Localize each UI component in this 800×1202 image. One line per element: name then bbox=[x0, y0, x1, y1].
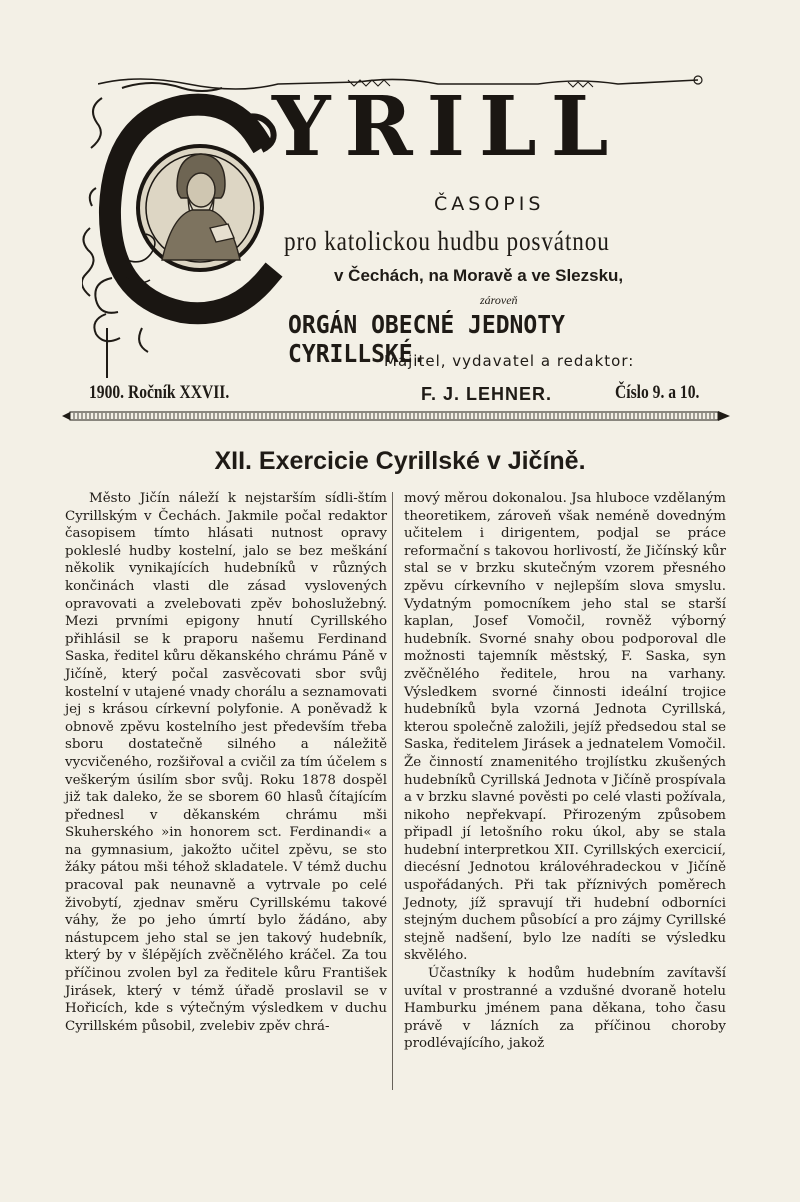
masthead-subtitle: ČASOPIS bbox=[434, 193, 545, 215]
masthead-also: zároveň bbox=[480, 293, 518, 307]
masthead bbox=[62, 60, 742, 420]
article-column-right bbox=[404, 490, 726, 1053]
masthead-title-rest: YRILL bbox=[272, 79, 623, 175]
editor-name: F. J. LEHNER. bbox=[421, 384, 553, 404]
column-divider bbox=[392, 492, 393, 1090]
issue-number: Číslo 9. a 10. bbox=[615, 382, 700, 403]
paragraph: mový měrou dokonalou. Jsa hluboce vzdělaným theoretikem, zároveň však neméně dovedným učitelem i dirigentem, podjal se práce reformační s takovou horlivostí, že Jičínský kůr stal se v brzku skutečným vzorem přesného zpěvu církevního v nejlepším slova smyslu. Vydatným pomocníkem jeho stal se starší kaplan, Josef Vomočil, rovněž výborný hudebník. Svorné snahy obou podporoval dle možnosti tajemník městský, F. Saska, syn zvěčnělého ředitele, hrou na varhany. Výsledkem svorné činnosti ideální trojice hudebníků byla vzorná Jednota Cyrillská, kterou společně založili, jejíž předsedou stal se Saska, ředitelem Jirásek a jednatelem Vomočil. Že činností znamenitého trojlístku zkušených hudebníků Cyrillská Jednota v Jičíně prospívala a v brzku slavné pověsti po celé vlasti požívala, nikoho nepřekvapí. Přirozeným způsobem připadl jí letošního roku úkol, aby se stala hudební interpretkou XII. Cyrillských exercicií, diecésní Jednotou královéhradeckou v Jičíně uspořádaných. Při tak příznivých poměrech Jednoty, jíž spravují tři hudební odborníci stejným duchem působící a pro zájmy Cyrillské stejně nadšení, bylo lze nadíti se výsledku skvělého. bbox=[404, 491, 726, 964]
masthead-organ: ORGÁN OBECNÉ JEDNOTY CYRILLSKÉ. bbox=[288, 310, 565, 368]
initial-c-portrait-ornament bbox=[82, 78, 302, 378]
paragraph: Město Jičín náleží k nejstarším sídli-štím Cyrillským v Čechách. Jakmile počal redaktor časopisem tímto hlásati nutnost opravy pokleslé hudby kostelní, jalo se bez meškání několik vynikajících hudebníků v různých končinách vlasti dle zásad vyslovených opravovati a zvelebovati zpěv bohoslužebný. Mezi prvními epigony hnutí Cyrillského přihlásil se k praporu našemu Ferdinand Saska, ředitel kůru děkanského chrámu Páně v Jičíně, který počal zasvěcovati sbor svůj kostelní v utajené vnady chorálu a seznamovati jej s krásou církevní polyfonie. A poněvadž k obnově zpěvu kostelního jest především třeba sboru dostatečně silného a náležitě vycvičeného, rozšiřoval a cvičil za tím účelem s veškerým úsilím sbor svůj. Roku 1878 dospěl již tak daleko, že se sborem 60 hlasů čítajícím přednesl v děkanském chrámu mši Skuherského »in honorem sct. Ferdinandi« a na gymnasium, jakožto učitel zpěvu, se sto žáky pátou mši téhož skladatele. V témž duchu pracoval pak neunavně a vytrvale po celé živobytí, zjednav směru Cyrillskému takové váhy, že po jeho úmrtí bylo žádáno, aby nástupcem jeho stal se jen takový hudebník, který by v šlépějích zvěčnělého kráčel. Za tou příčinou zvolen byl za ředitele kůru František Jirásek, který v témž úřadě proslavil se v Hořicích, kde s výtečným výsledkem v duchu Cyrillském působil, zvelebiv zpěv chrá- bbox=[65, 491, 387, 1034]
owner-label: Majitel, vydavatel a redaktor: bbox=[384, 352, 635, 370]
article-column-left bbox=[65, 490, 387, 1035]
masthead-tagline: pro katolickou hudbu posvátnou bbox=[284, 226, 610, 256]
masthead-region: v Čechách, na Moravě a ve Slezsku, bbox=[334, 266, 624, 285]
decorative-rule bbox=[62, 410, 730, 422]
article-title: XII. Exercicie Cyrillské v Jičíně. bbox=[214, 447, 586, 475]
paragraph: Účastníky k hodům hudebním zavítavší uvítal v prostranné a vzdušné dvoraně hotelu Hamburku jménem pana děkana, toho času právě v lázních za příčinou choroby prodlévajícího, jakož bbox=[404, 966, 726, 1052]
year-volume: 1900. Ročník XXVII. bbox=[89, 382, 230, 403]
